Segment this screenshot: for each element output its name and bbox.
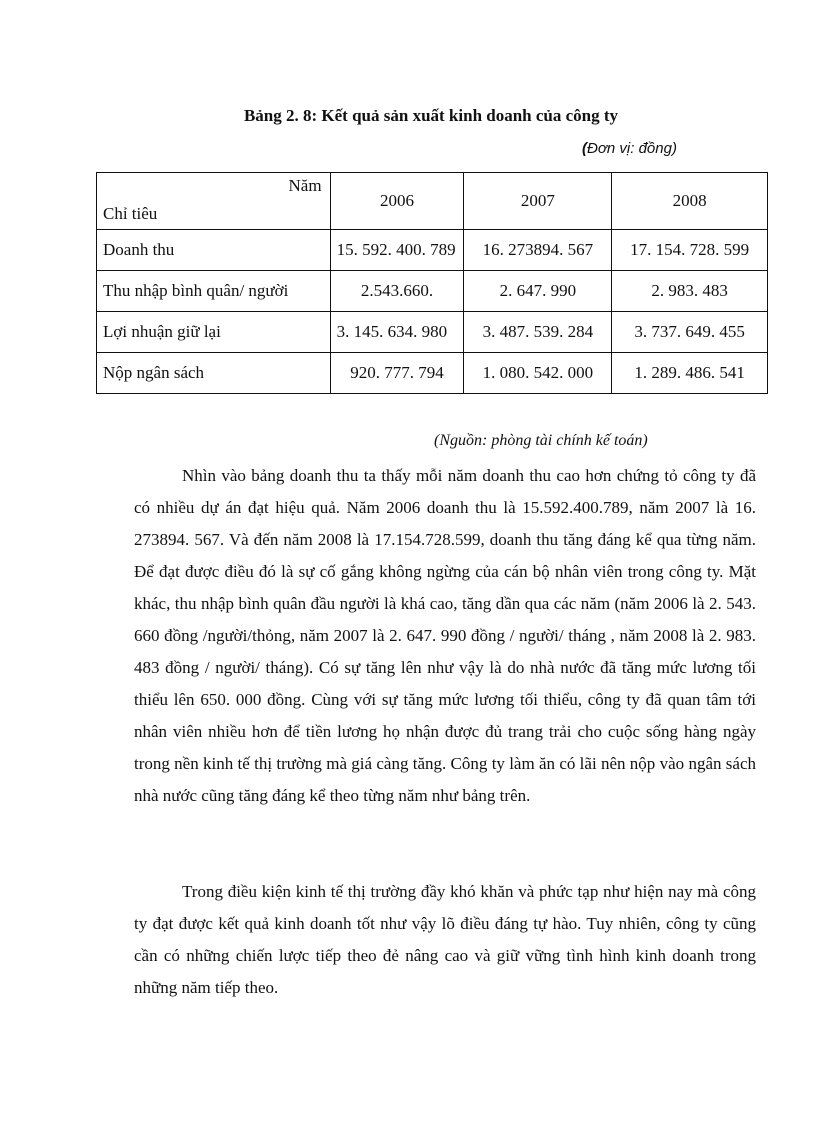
row-label: Doanh thu	[97, 230, 331, 271]
table-source-note: (Nguồn: phòng tài chính kế toán)	[434, 432, 648, 449]
table-row	[97, 353, 768, 394]
table-cell: 2.543.660.	[330, 271, 464, 312]
table-cell: 2. 983. 483	[612, 271, 768, 312]
table-row	[97, 312, 768, 353]
table-cell: 3. 737. 649. 455	[612, 312, 768, 353]
table-header-row	[97, 173, 768, 230]
row-label: Nộp ngân sách	[97, 353, 331, 394]
table-cell: 3. 145. 634. 980	[330, 312, 464, 353]
header-year-2007: 2007	[464, 173, 612, 230]
table-cell: 3. 487. 539. 284	[464, 312, 612, 353]
header-year-2008: 2008	[612, 173, 768, 230]
table-cell: 15. 592. 400. 789	[330, 230, 464, 271]
header-item-label: Chỉ tiêu	[103, 204, 158, 223]
unit-note	[582, 140, 677, 157]
table-cell: 1. 289. 486. 541	[612, 353, 768, 394]
row-label: Thu nhập bình quân/ người	[97, 271, 331, 312]
table-title: Bảng 2. 8: Kết quả sản xuất kinh doanh của công ty	[243, 106, 619, 125]
unit-text: Đơn vị: đồng)	[587, 140, 677, 157]
table-cell: 16. 273894. 567	[464, 230, 612, 271]
table-row	[97, 230, 768, 271]
header-corner-cell	[97, 173, 331, 230]
table-row	[97, 271, 768, 312]
paragraph-2	[134, 876, 756, 1004]
paragraph-1	[134, 460, 756, 812]
paragraph-1-text: Nhìn vào bảng doanh thu ta thấy mỗi năm doanh thu cao hơn chứng tỏ công ty đã có nhiều dự án đạt hiệu quả. Năm 2006 doanh thu là 15.592.400.789, năm 2007 là 16. 273894. 567. Và đến năm 2008 là 17.154.728.599, doanh thu tăng đáng kể qua từng năm. Để đạt được điều đó là sự cố gắng không ngừng của cán bộ nhân viên trong công ty. Mặt khác, thu nhập bình quân đầu người là khá cao, tăng dần qua các năm (năm 2006 là 2. 543. 660 đồng /người/thỏng, năm 2007 là 2. 647. 990 đồng / người/ tháng , năm 2008 là 2. 983. 483 đồng / người/ tháng). Có sự tăng lên như vậy là do nhà nước đã tăng mức lương tối thiểu lên 650. 000 đồng. Cùng với sự tăng mức lương tối thiểu, công ty đã quan tâm tới nhân viên nhiều hơn để tiền lương họ nhận được đủ trang trải cho cuộc sống hàng ngày trong nền kinh tế thị trường mà giá càng tăng. Công ty làm ăn có lãi nên nộp vào ngân sách nhà nước cũng tăng đáng kể theo từng năm như bảng trên.	[134, 466, 756, 805]
header-year-label: Năm	[288, 176, 322, 195]
header-year-2006: 2006	[330, 173, 464, 230]
paragraph-2-text: Trong điều kiện kinh tế thị trường đầy khó khăn và phức tạp như hiện nay mà công ty đạt được kết quả kinh doanh tốt như vậy lõ điều đáng tự hào. Tuy nhiên, công ty cũng cần có những chiến lược tiếp theo đẻ nâng cao và giữ vững tình hình kinh doanh trong những năm tiếp theo.	[134, 882, 756, 997]
unit-open-paren: (	[582, 140, 587, 157]
results-table	[96, 172, 768, 394]
table-cell: 1. 080. 542. 000	[464, 353, 612, 394]
table-cell: 920. 777. 794	[330, 353, 464, 394]
table-cell: 17. 154. 728. 599	[612, 230, 768, 271]
row-label: Lợi nhuận giữ lại	[97, 312, 331, 353]
table-cell: 2. 647. 990	[464, 271, 612, 312]
